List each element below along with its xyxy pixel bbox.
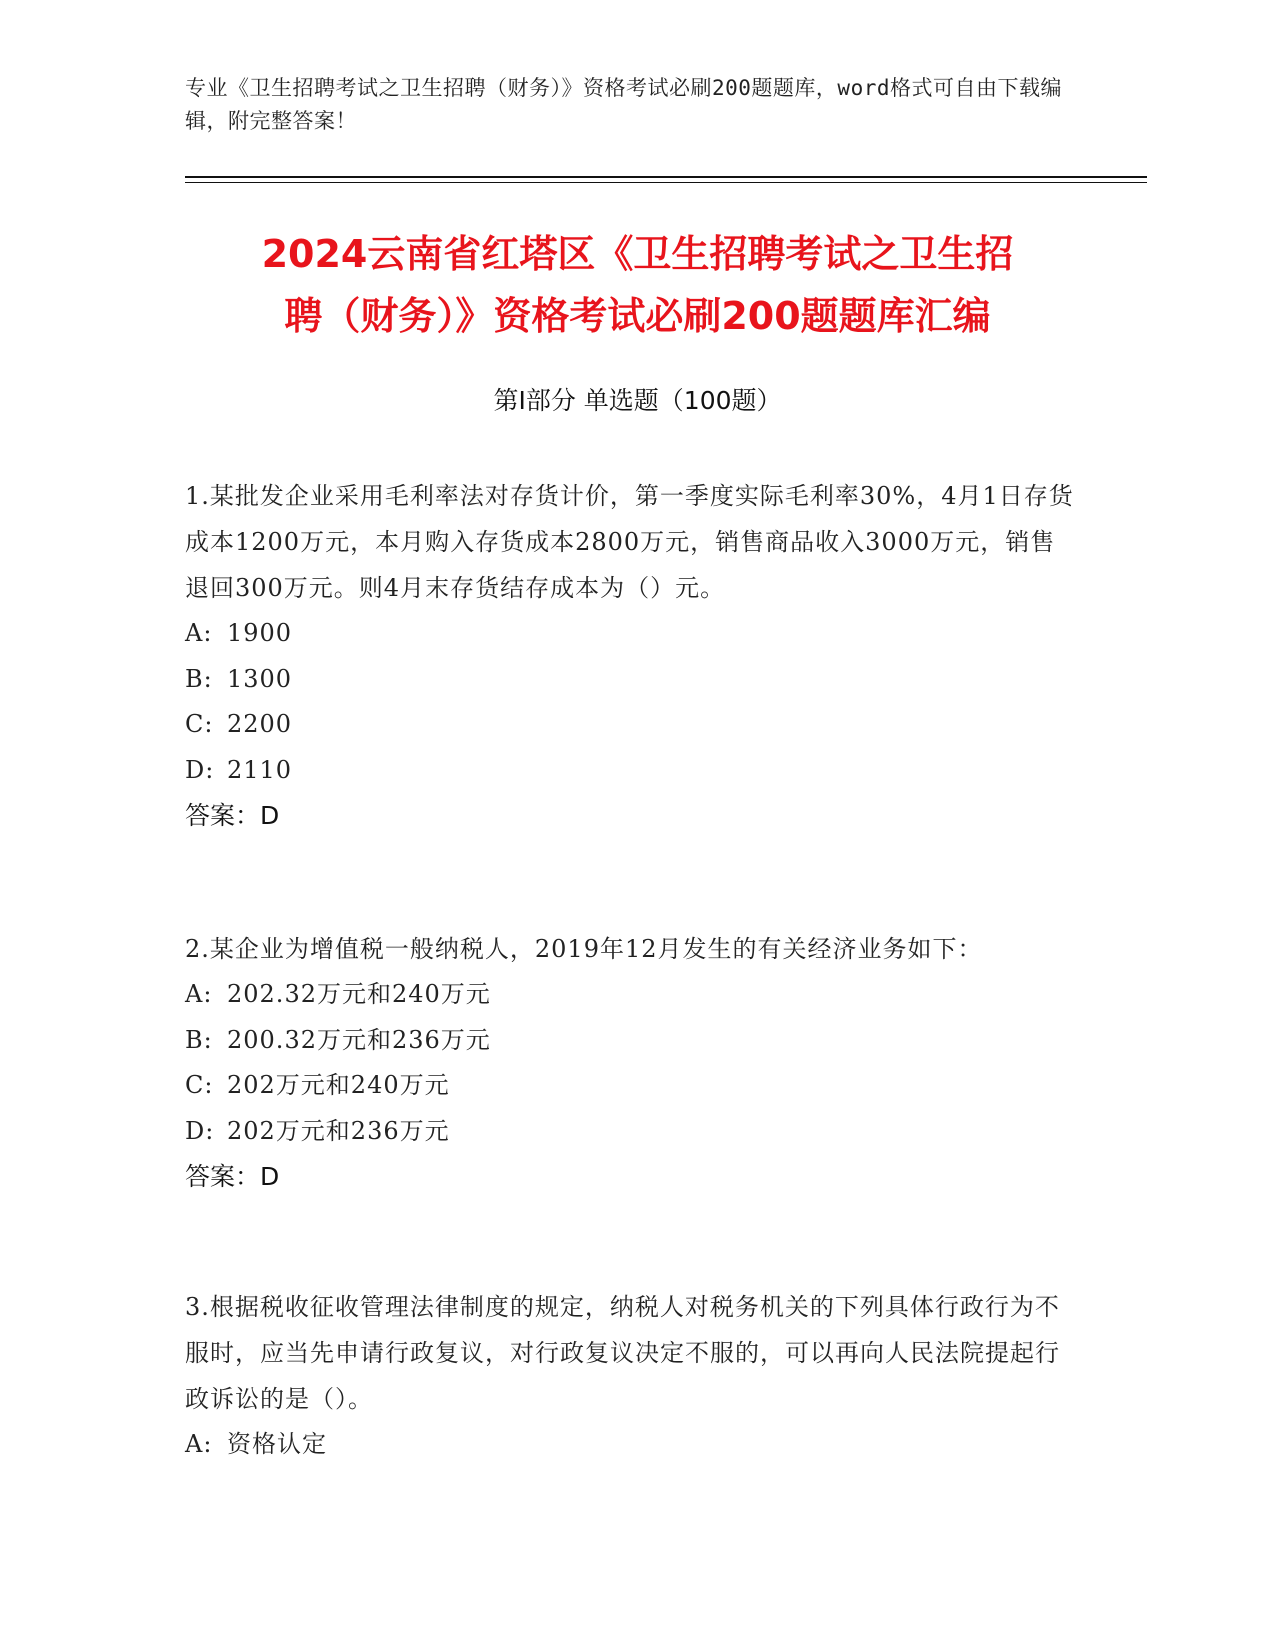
option-c xyxy=(185,702,1075,748)
option-text: 2200 xyxy=(227,710,293,738)
option-letter: B: xyxy=(185,1025,213,1054)
header-note: 专业《卫生招聘考试之卫生招聘（财务）》资格考试必刷200题题库，word格式可自由下载编辑，附完整答案！ xyxy=(185,76,1062,133)
option-text: 1300 xyxy=(227,664,293,693)
header-rule-thick xyxy=(185,176,1147,178)
question-2 xyxy=(185,926,1075,1200)
option-text: 2110 xyxy=(227,755,293,784)
question-stem: 3.根据税收征收管理法律制度的规定，纳税人对税务机关的下列具体行政行为不服时，应当先申请行政复议，对行政复议决定不服的，可以再向人民法院提起行政诉讼的是（）。 xyxy=(185,1293,1060,1413)
option-a xyxy=(185,972,1075,1018)
option-letter: C: xyxy=(185,1071,214,1099)
option-b xyxy=(185,657,1075,703)
option-text: 1900 xyxy=(227,619,293,647)
option-d xyxy=(185,1109,1075,1155)
option-letter: C: xyxy=(185,710,214,738)
option-b xyxy=(185,1018,1075,1064)
option-letter: D: xyxy=(185,755,215,784)
option-letter: A: xyxy=(185,980,213,1008)
section-title: 第Ⅰ部分 单选题（100题） xyxy=(493,386,782,415)
answer-line: 答案：D xyxy=(185,801,280,830)
option-text: 202万元和236万元 xyxy=(227,1116,450,1145)
option-letter: A: xyxy=(185,1430,213,1458)
option-text: 202万元和240万元 xyxy=(227,1071,450,1099)
option-a xyxy=(185,1422,1075,1468)
header-rule-thin xyxy=(185,182,1147,183)
option-d xyxy=(185,748,1075,794)
option-letter: B: xyxy=(185,664,213,693)
answer-line: 答案：D xyxy=(185,1162,280,1191)
document-title xyxy=(150,223,1125,347)
option-letter: A: xyxy=(185,619,213,647)
option-c xyxy=(185,1063,1075,1109)
option-text: 资格认定 xyxy=(227,1430,327,1458)
title-line-1: 2024云南省红塔区《卫生招聘考试之卫生招 xyxy=(261,232,1014,276)
question-stem: 1.某批发企业采用毛利率法对存货计价，第一季度实际毛利率30%，4月1日存货成本1200万元，本月购入存货成本2800万元，销售商品收入3000万元，销售退回300万元。则4月末存货结存成本为（）元。 xyxy=(185,482,1074,602)
option-text: 202.32万元和240万元 xyxy=(227,980,491,1008)
option-a xyxy=(185,611,1075,657)
option-text: 200.32万元和236万元 xyxy=(227,1025,491,1054)
question-3 xyxy=(185,1284,1075,1468)
question-1 xyxy=(185,473,1075,839)
question-stem: 2.某企业为增值税一般纳税人，2019年12月发生的有关经济业务如下： xyxy=(185,935,983,963)
option-letter: D: xyxy=(185,1116,215,1145)
title-line-2: 聘（财务）》资格考试必刷200题题库汇编 xyxy=(284,294,991,338)
